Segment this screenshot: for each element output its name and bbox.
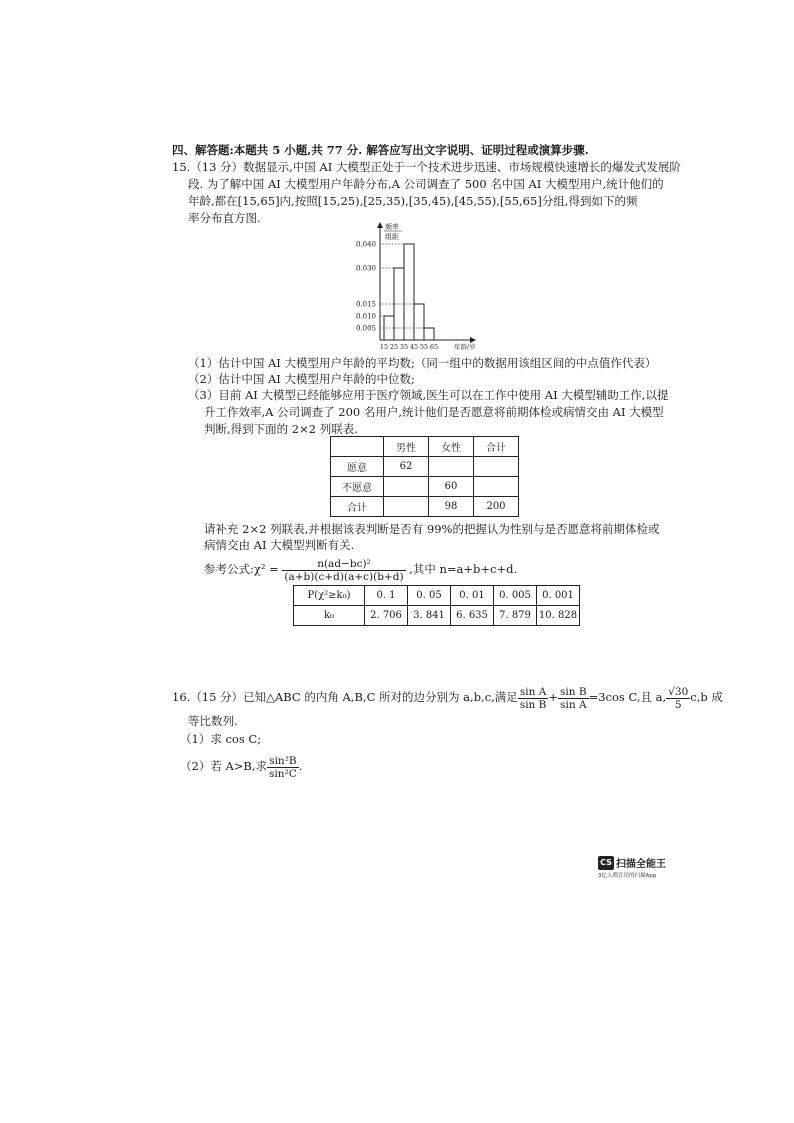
table-cell (331, 437, 384, 457)
q16-line-1 (172, 683, 723, 711)
q15-sub1: （1）估计中国 AI 大模型用户年龄的平均数;（同一组中的数据用该组区间的中点值作代表） (188, 356, 657, 370)
q16-fraction-2 (558, 686, 589, 711)
table-cell: 0. 01 (451, 586, 494, 606)
reference-formula (204, 556, 517, 583)
q16-line-2: 等比数列. (188, 714, 238, 728)
histogram-bar (424, 328, 434, 340)
fraction-numerator: sin A (518, 686, 549, 699)
y-tick-label: 0.030 (355, 264, 376, 273)
formula-suffix: ,其中 n=a+b+c+d. (409, 562, 518, 576)
table-cell (384, 497, 429, 517)
x-tick-label: 15 (379, 343, 389, 351)
q16-fraction-3 (666, 686, 690, 711)
y-axis-arrow (377, 222, 383, 228)
q15-line-2: 段. 为了解中国 AI 大模型用户年龄分布,A 公司调查了 500 名中国 AI 大模型用户,统计他们的 (188, 177, 664, 191)
q16-fraction-4 (267, 755, 299, 780)
histogram-bar (404, 244, 414, 340)
q16-suffix: c,b 成 (690, 690, 723, 704)
table-cell: 7. 879 (494, 606, 537, 626)
table-cell (429, 457, 474, 477)
q15-line-1: 15.（13 分）数据显示,中国 AI 大模型正处于一个技术进步迅速、市场规模快速增长的爆发式发展阶 (172, 160, 681, 174)
q16-sub1: （1）求 cos C; (180, 732, 262, 746)
table-cell: 0. 005 (494, 586, 537, 606)
table-cell: 200 (474, 497, 519, 517)
table-cell: 2. 706 (365, 606, 408, 626)
q16-sub2 (180, 752, 302, 780)
table-cell: 3. 841 (408, 606, 451, 626)
y-tick-label: 0.015 (355, 300, 376, 309)
watermark-tagline: 3亿人都在用的扫描App (598, 873, 657, 879)
table-cell (474, 457, 519, 477)
q15-sub3-line-2: 升工作效率,A 公司调查了 200 名用户,统计他们是否愿意将前期体检或病情交由 AI 大模型 (204, 405, 664, 419)
x-tick-label: 55 (419, 343, 429, 351)
histogram-bar (414, 304, 424, 340)
x-tick-label: 35 (399, 343, 409, 351)
formula-numerator: n(ad−bc)² (282, 558, 405, 571)
table-cell: 98 (429, 497, 474, 517)
reference-table (293, 585, 580, 626)
x-tick-label: 25 (389, 343, 399, 351)
table-row (331, 437, 519, 457)
table-cell: 0. 05 (408, 586, 451, 606)
q16-fraction-1 (518, 686, 549, 711)
fraction-denominator: sin A (560, 698, 587, 711)
table-cell: 10. 828 (537, 606, 580, 626)
y-tick-label: 0.005 (355, 324, 376, 333)
q15-sub3-line-1: （3）目前 AI 大模型已经能够应用于医疗领域,医生可以在工作中使用 AI 大模型辅助工作,以提 (188, 388, 669, 402)
y-tick-label: 0.040 (355, 240, 376, 249)
scanner-watermark (598, 852, 666, 871)
table-cell: 62 (384, 457, 429, 477)
table-header-male: 男性 (384, 437, 429, 457)
table-row (294, 606, 580, 626)
x-tick-label: 45 (409, 343, 419, 351)
table-row (331, 497, 519, 517)
formula-prefix: 参考公式:χ² = (204, 562, 279, 576)
fraction-numerator: √30 (668, 685, 689, 698)
q16-prefix: 16.（15 分）已知△ABC 的内角 A,B,C 所对的边分别为 a,b,c,满足 (172, 690, 518, 704)
table-cell: 愿意 (331, 457, 384, 477)
table-header-total: 合计 (474, 437, 519, 457)
section-header: 四、解答题:本题共 5 小题,共 77 分. 解答应写出文字说明、证明过程或演算步骤. (172, 143, 589, 157)
table-cell (474, 477, 519, 497)
q16-sub2-prefix: （2）若 A>B,求 (180, 759, 268, 773)
table-cell: 不愿意 (331, 477, 384, 497)
q15-sub2: （2）估计中国 AI 大模型用户年龄的中位数; (188, 372, 415, 386)
x-axis-label: 年龄/岁 (454, 343, 476, 351)
y-tick-label: 0.010 (355, 312, 376, 321)
fraction-numerator: sin²B (267, 755, 299, 768)
table-cell: k₀ (294, 606, 365, 626)
watermark-name: 扫描全能王 (616, 859, 666, 870)
table-cell: 0. 001 (537, 586, 580, 606)
q15-supplement-line-2: 病情交由 AI 大模型判断有关. (204, 538, 355, 552)
q16-mid: =3cos C,且 a, (588, 690, 667, 704)
y-axis-label-bottom: 组距 (385, 233, 399, 241)
q15-line-4: 率分布直方图. (188, 211, 261, 225)
table-cell: 6. 635 (451, 606, 494, 626)
q15-supplement-line-1: 请补充 2×2 列联表,并根据该表判断是否有 99%的把握认为性别与是否愿意将前期体检或 (204, 522, 660, 536)
q16-plus: + (548, 690, 559, 704)
formula-denominator: (a+b)(c+d)(a+c)(b+d) (284, 570, 404, 583)
q16-sub2-suffix: . (298, 759, 303, 773)
table-header-female: 女性 (429, 437, 474, 457)
formula-fraction (282, 558, 405, 583)
table-cell: 0. 1 (365, 586, 408, 606)
table-cell (384, 477, 429, 497)
table-cell: 60 (429, 477, 474, 497)
table-row (331, 457, 519, 477)
fraction-denominator: sin B (519, 698, 547, 711)
x-tick-label: 65 (429, 343, 439, 351)
q15-line-3: 年龄,都在[15,65]内,按照[15,25),[25,35),[35,45),[45,55),[55,65]分组,得到如下的频 (188, 194, 638, 208)
y-axis-label-top: 频率 (385, 223, 399, 231)
frequency-histogram (340, 222, 480, 352)
fraction-denominator: 5 (674, 698, 682, 711)
table-cell: 合计 (331, 497, 384, 517)
fraction-denominator: sin²C (269, 767, 297, 780)
table-row (294, 586, 580, 606)
q15-sub3-line-3: 判断,得到下面的 2×2 列联表. (204, 422, 358, 436)
table-row (331, 477, 519, 497)
camscanner-logo-icon: CS (598, 856, 614, 870)
table-cell: P(χ²≥k₀) (294, 586, 365, 606)
fraction-numerator: sin B (560, 685, 587, 698)
contingency-table (330, 436, 519, 517)
